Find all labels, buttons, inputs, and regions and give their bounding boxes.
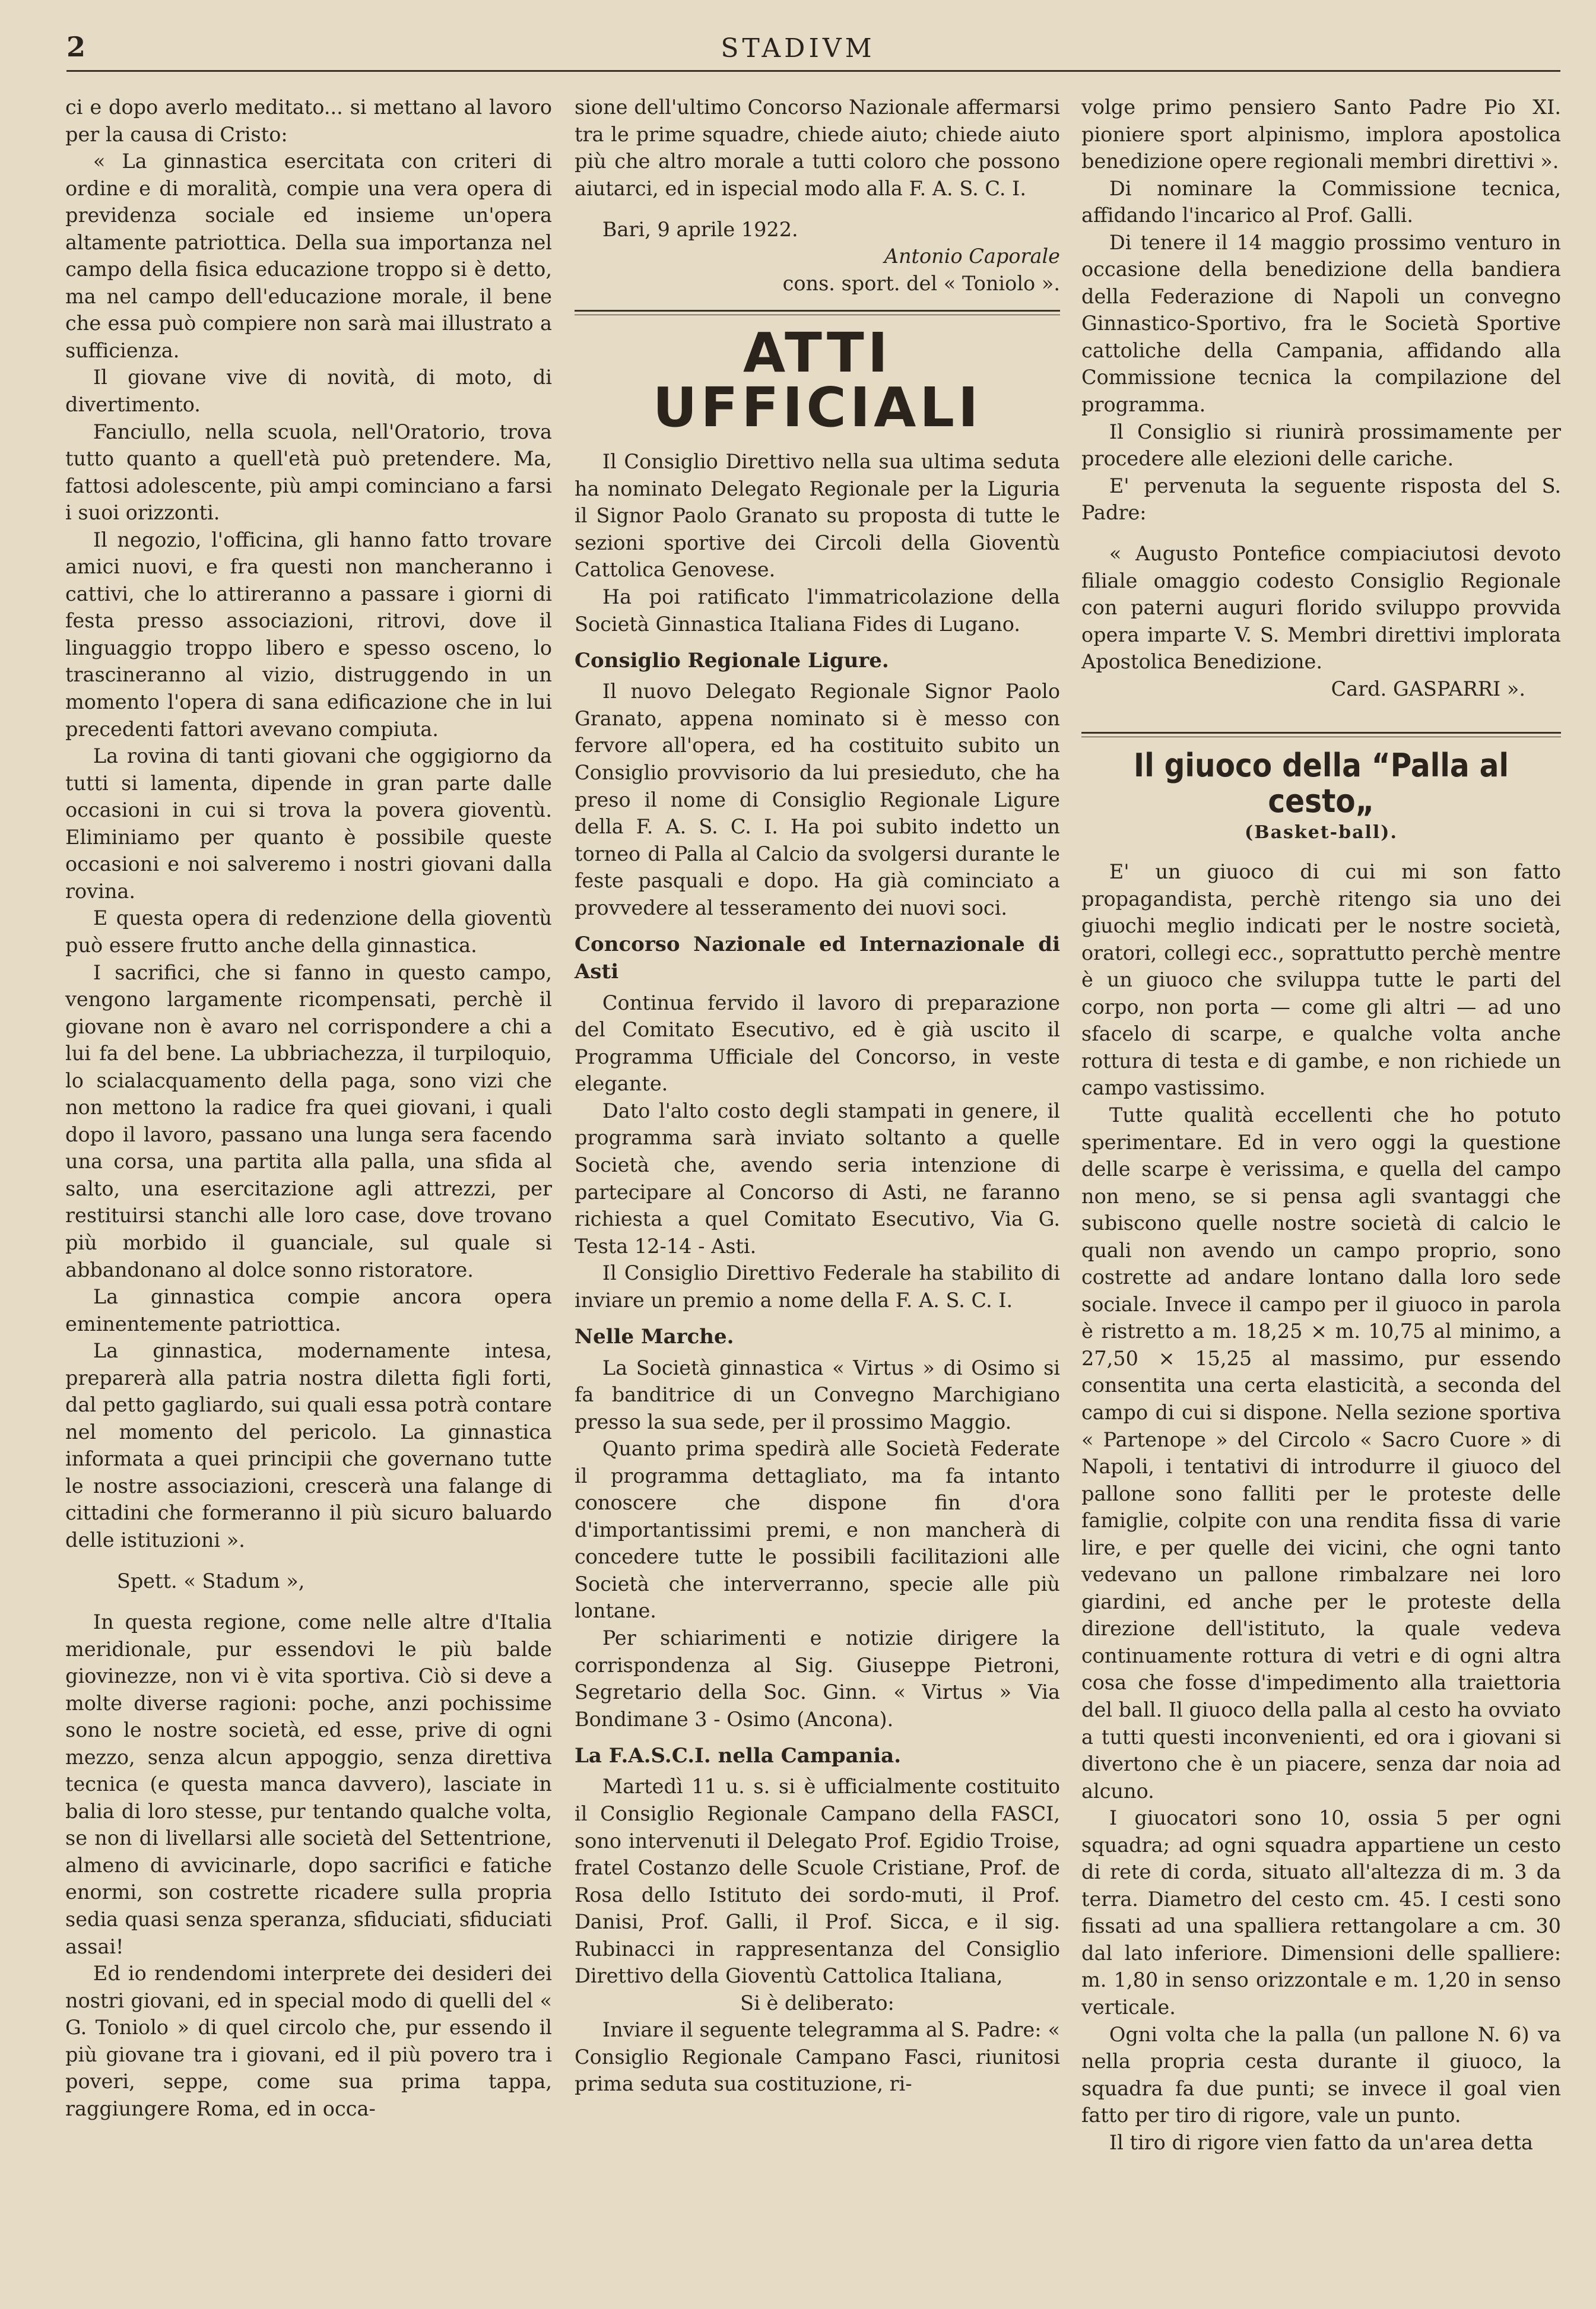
paragraph: La rovina di tanti giovani che oggigiorno da tutti si lamenta, dipende in gran parte dalle occasioni in cui si trova la povera gioventù. Eliminiamo per quanto è possibile queste occasioni e noi salveremo i nostri giovani dalla rovina. <box>65 744 552 903</box>
paragraph: I sacrifici, che si fanno in questo campo, vengono largamente ricompensati, perchè il giovane non è avaro nel corrispondere a chi a lui fa del bene. La ubbriachezza, il turpiloquio, lo scialacquamento della paga, sono vizi che non mettono la radice fra quei giovani, i quali dopo il lavoro, passano una lunga sera facendo una corsa, una partita alla palla, una sfida al salto, una esercitazione agli attrezzi, per restituirsi stanchi alle loro case, dove trovano più morbido il guanciale, sul quale si abbandonano al dolce sonno ristoratore. <box>65 960 552 1282</box>
column-3 <box>1081 94 1561 2156</box>
page-number: 2 <box>66 31 86 63</box>
paragraph: La Società ginnastica « Virtus » di Osimo si fa banditrice di un Convegno Marchigiano presso la sua sede, per il prossimo Maggio. <box>575 1356 1060 1433</box>
paragraph: Martedì 11 u. s. si è ufficialmente costituito il Consiglio Regionale Campano della FASCI, sono intervenuti il Delegato Prof. Egidio Troise, fratel Costanzo delle Scuole Cristiane, Prof. de Rosa dello Istituto dei sordo-muti, il Prof. Danisi, Prof. Galli, il Prof. Sicca, e il sig. Rubinacci in rappresentanza del Consiglio Direttivo della Gioventù Cattolica Italiana, <box>575 1775 1060 1988</box>
salutation: Spett. « Stadum », <box>116 1569 305 1593</box>
telegram-reply: « Augusto Pontefice compiaciutosi devoto filiale omaggio codesto Consiglio Regionale con paterni auguri florido sviluppo provvida opera imparte V. S. Membri direttivi implorata Apostolica Benedizione. <box>1081 542 1561 674</box>
paragraph: La ginnastica compie ancora opera eminentemente patriottica. <box>65 1285 552 1336</box>
paragraph: E' un giuoco di cui mi son fatto propagandista, perchè ritengo sia uno dei giuochi meglio indicati per le nostre società, oratori, collegi ecc., soprattutto perchè mentre è un giuoco che sviluppa tutte le parti del corpo, non porta — come gli altri — ad uno sfacelo di scarpe, e qualche volta anche rottura di testa e di gambe, e non richiede un campo vastissimo. <box>1081 860 1561 1100</box>
section-divider <box>575 310 1060 315</box>
paragraph: Di nominare la Commissione tecnica, affidando l'incarico al Prof. Galli. <box>1081 176 1561 227</box>
paragraph: « La ginnastica esercitata con criteri di ordine e di moralità, compie una vera opera di previdenza sociale ed insieme un'opera altamente patriottica. Della sua importanza nel campo della fisica educazione troppo si è detto, ma nel campo dell'educazione morale, il bene che essa può compiere non sarà mai illustrato a sufficienza. <box>65 150 552 362</box>
letter-signature-role: cons. sport. del « Toniolo ». <box>782 271 1060 295</box>
paragraph: Il Consiglio Direttivo nella sua ultima seduta ha nominato Delegato Regionale per la Liguria il Signor Paolo Granato su proposta di tutte le sezioni sportive dei Circoli della Gioventù Cattolica Genovese. <box>575 450 1060 582</box>
subheading: Concorso Nazionale ed Internazionale di Asti <box>575 933 1060 984</box>
column-1 <box>65 94 552 2122</box>
paragraph: In questa regione, come nelle altre d'Italia meridionale, pur essendovi le più balde giovinezze, non vi è vita sportiva. Ciò si deve a molte diverse ragioni: poche, anzi pochissime sono le nostre società, ed esse, prive di ogni mezzo, senza alcun appoggio, senza direttiva tecnica (e questa manca davvero), lasciate in balia di loro stesse, pur tentando qualche volta, se non di livellarsi alle società del Settentrione, almeno di avvicinarle, dopo sacrifici e fatiche enormi, son costrette ricadere sulla propria sedia quasi senza speranza, sfiduciati, sfiduciati assai! <box>65 1610 552 1958</box>
paragraph: Il Consiglio si riunirà prossimamente per procedere alle elezioni delle cariche. <box>1081 420 1561 471</box>
paragraph: I giuocatori sono 10, ossia 5 per ogni squadra; ad ogni squadra appartiene un cesto di rete di corda, situato all'altezza di m. 3 da terra. Diametro del cesto cm. 45. I cesti sono fissati ad una spalliera rettangolare a cm. 30 dal lato inferiore. Dimensioni delle spalliere: m. 1,80 in senso orizzontale e m. 1,20 in senso verticale. <box>1081 1806 1561 2019</box>
header-rule <box>66 70 1560 72</box>
article-title: Il giuoco della “Palla al cesto„ <box>1134 747 1509 820</box>
paragraph: Dato l'alto costo degli stampati in genere, il programma sarà inviato soltanto a quelle Società che, avendo seria intenzione di partecipare al Concorso di Asti, ne faranno richiesta a quel Comitato Esecutivo, Via G. Testa 12-14 - Asti. <box>575 1099 1060 1258</box>
paragraph: Per schiarimenti e notizie dirigere la corrispondenza al Sig. Giuseppe Pietroni, Segretario della Soc. Ginn. « Virtus » Via Bondimane 3 - Osimo (Ancona). <box>575 1626 1060 1731</box>
paragraph: volge primo pensiero Santo Padre Pio XI. pioniere sport alpinismo, implora apostolica benedizione opere regionali membri direttivi ». <box>1081 96 1561 173</box>
paragraph: E' pervenuta la seguente risposta del S. Padre: <box>1081 474 1561 525</box>
telegram-signature: Card. GASPARRI ». <box>1331 677 1525 700</box>
paragraph: Ed io rendendomi interprete dei desideri dei nostri giovani, ed in special modo di quelli del « G. Toniolo » di quel circolo che, pur essendo il più giovane tra i giovani, ed il più povero tra i poveri, seppe, come sua prima tappa, raggiungere Roma, ed in occa- <box>65 1962 552 2120</box>
paragraph: Il nuovo Delegato Regionale Signor Paolo Granato, appena nominato si è messo con fervore all'opera, ed ha costituito subito un Consiglio provvisorio da lui presieduto, che ha preso il nome di Consiglio Regionale Ligure della F. A. S. C. I. Ha poi subito indetto un torneo di Palla al Calcio da svolgersi durante le feste pasquali e dopo. Ha già cominciato a provvedere al tesseramento dei nuovi soci. <box>575 680 1060 919</box>
column-2 <box>575 94 1060 2098</box>
paragraph: Continua fervido il lavoro di preparazione del Comitato Esecutivo, ed è già uscito il Programma Ufficiale del Concorso, in veste elegante. <box>575 991 1060 1096</box>
paragraph: Il negozio, l'officina, gli hanno fatto trovare amici nuovi, e fra questi non mancheranno i cattivi, che lo attireranno a passare i giorni di festa presso associazioni, ritrovi, dove il linguaggio troppo libero e spesso osceno, lo trascineranno al vizio, distruggendo in un momento l'opera di sana edificazione che in lui precedenti fattori avevano compiuta. <box>65 528 552 741</box>
paragraph: ci e dopo averlo meditato... si mettano al lavoro per la causa di Cristo: <box>65 96 552 146</box>
masthead: STADIVM <box>721 33 875 64</box>
paragraph: Fanciullo, nella scuola, nell'Oratorio, trova tutto quanto a quell'età può pretendere. Ma, fattosi adolescente, più ampi cominciano a farsi i suoi orizzonti. <box>65 420 552 525</box>
letter-date: Bari, 9 aprile 1922. <box>602 217 798 241</box>
paragraph: Il tiro di rigore vien fatto da un'area detta <box>1109 2130 1533 2154</box>
paragraph: La ginnastica, modernamente intesa, preparerà alla patria nostra diletta figli forti, dal petto gagliardo, sui quali essa potrà contare nel momento del pericolo. La ginnastica informata a quei principii che governano tutte le nostre associazioni, crescerà una falange di cittadini che formeranno il più sicuro baluardo delle istituzioni ». <box>65 1339 552 1552</box>
paragraph: Il Consiglio Direttivo Federale ha stabilito di inviare un premio a nome della F. A. S. C. I. <box>575 1261 1060 1312</box>
paragraph: sione dell'ultimo Concorso Nazionale affermarsi tra le prime squadre, chiede aiuto; chiede aiuto più che altro morale a tutti coloro che possono aiutarci, ed in ispecial modo alla F. A. S. C. I. <box>575 96 1060 200</box>
paragraph: Quanto prima spedirà alle Società Federate il programma dettagliato, ma fa intanto conoscere che dispone fin d'ora d'importantissimi premi, e non mancherà di concedere tutte le possibili facilitazioni alle Società che interverranno, specie alle più lontane. <box>575 1437 1060 1623</box>
subheading: Consiglio Regionale Ligure. <box>575 649 889 673</box>
letter-signature: Antonio Caporale <box>884 245 1060 268</box>
paragraph: Tutte qualità eccellenti che ho potuto sperimentare. Ed in vero oggi la questione delle scarpe è verissima, e quella del campo non meno, se si pensa agli svantaggi che subiscono quelle nostre società di calcio le quali non avendo un campo proprio, sono costrette ad andare lontano dalla loro sede sociale. Invece il campo per il giuoco in parola è ristretto a m. 18,25 × m. 10,75 al minimo, a 27,50 × 15,25 al massimo, pur essendo consentita una certa elasticità, a seconda del campo di cui si dispone. Nella sezione sportiva « Partenope » del Circolo « Sacro Cuore » di Napoli, i tentativi di introdurre il giuoco del pallone sono falliti per le proteste delle famiglie, colpite con una rendita fissa di varie lire, e per quelle dei vicini, che ogni tanto vedevano un pallone rimbalzare nei loro giardini, ed anche per le proteste della direzione dell'istituto, la quale vedeva continuamente rottura di vetri e di ogni altra cosa che fosse d'impedimento alla traiettoria del ball. Il giuoco della palla al cesto ha ovviato a tutti questi inconvenienti, ed ora i giovani si divertono che è un piacere, senza dar noia ad alcuno. <box>1081 1103 1561 1803</box>
paragraph: E questa opera di redenzione della gioventù può essere frutto anche della ginnastica. <box>65 906 552 957</box>
paragraph: Ogni volta che la palla (un pallone N. 6) va nella propria cesta durante il giuoco, la squadra fa due punti; se invece il goal vien fatto per tiro di rigore, vale un punto. <box>1081 2022 1561 2127</box>
subheading: Nelle Marche. <box>575 1325 734 1349</box>
paragraph: Di tenere il 14 maggio prossimo venturo in occasione della benedizione della bandiera della Federazione di Napoli un convegno Ginnastico-Sportivo, fra le Società Sportive cattoliche della Campania, affidando alla Commissione tecnica la compilazione del programma. <box>1081 230 1561 417</box>
paragraph: Ha poi ratificato l'immatricolazione della Società Ginnastica Italiana Fides di Lugano. <box>575 585 1060 636</box>
subheading: La F.A.S.C.I. nella Campania. <box>575 1744 902 1768</box>
paragraph: Inviare il seguente telegramma al S. Padre: « Consiglio Regionale Campano Fasci, riunitosi prima seduta sua costituzione, ri- <box>575 2018 1060 2096</box>
paragraph: Il giovane vive di novità, di moto, di divertimento. <box>65 366 552 417</box>
article-subtitle: (Basket-ball). <box>1245 822 1398 843</box>
resolution-label: Si è deliberato: <box>740 1991 894 2015</box>
section-divider <box>1081 732 1561 737</box>
section-title: ATTI UFFICIALI <box>652 321 982 440</box>
